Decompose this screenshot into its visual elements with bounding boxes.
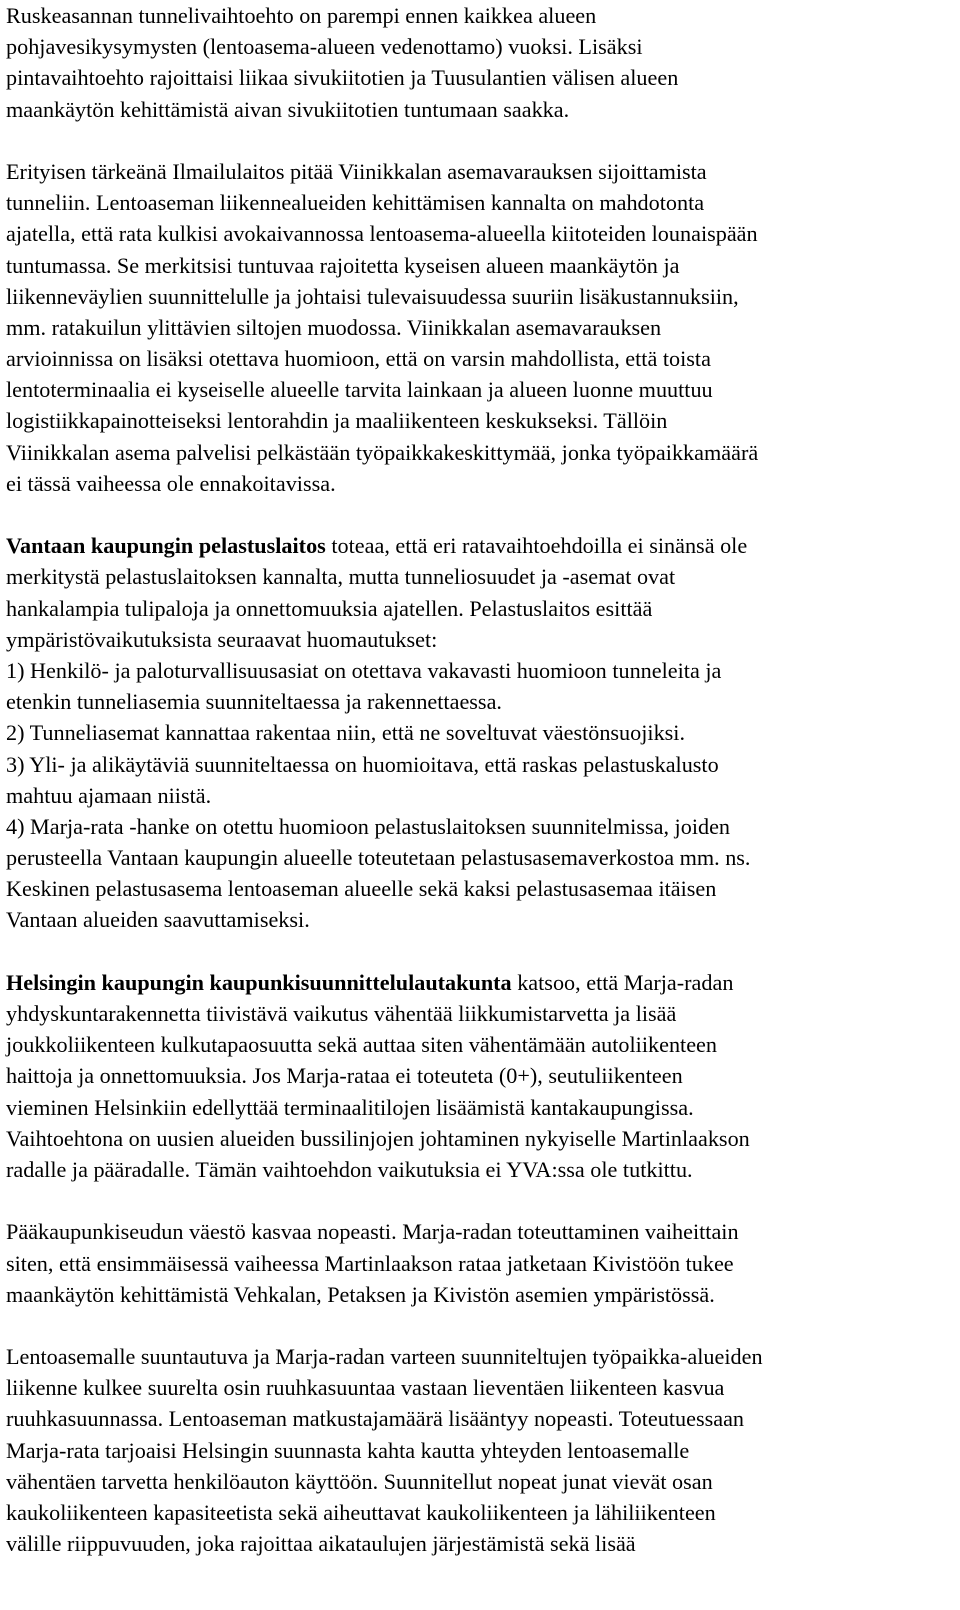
paragraph-5 (6, 1216, 951, 1310)
text-line: Viinikkalan asema palvelisi pelkästään työpaikkakeskittymää, jonka työpaikkamäärä (6, 439, 759, 465)
text-line: hankalampia tulipaloja ja onnettomuuksia ajatellen. Pelastuslaitos esittää (6, 595, 653, 621)
text-line: haittoja ja onnettomuuksia. Jos Marja-rataa ei toteuteta (0+), seutuliikenteen (6, 1063, 683, 1089)
text-line: välille riippuvuuden, joka rajoittaa aikataulujen järjestämistä sekä lisää (6, 1531, 636, 1557)
text-line: yhdyskuntarakennetta tiivistävä vaikutus vähentää liikkumistarvetta ja lisää (6, 1001, 677, 1026)
organization-name: Vantaan kaupungin pelastuslaitos (6, 533, 326, 559)
paragraph-spacer (6, 1310, 951, 1341)
text-line (6, 967, 951, 998)
text-line: ajatella, että rata kulkisi avokaivannossa lentoasema-alueella kiitoteiden lounaispään (6, 221, 758, 247)
text-line: arvioinnissa on lisäksi otettava huomioon, että on varsin mahdollista, että toista (6, 346, 711, 372)
text-line (6, 530, 951, 561)
text-line: lentoterminaalia ei kyseiselle alueelle tarvita lainkaan ja alueen luonne muuttuu (6, 377, 713, 403)
text-line: Keskinen pelastusasema lentoaseman alueelle sekä kaksi pelastusasemaa itäisen (6, 876, 717, 902)
text-line: logistiikkapainotteiseksi lentorahdin ja maaliikenteen keskukseksi. Tällöin (6, 408, 668, 434)
text-line: Marja-rata tarjoaisi Helsingin suunnasta kahta kautta yhteyden lentoasemalle (6, 1437, 690, 1463)
text-line: liikenneväylien suunnittelulle ja johtaisi tulevaisuudessa suuriin lisäkustannuksiin, (6, 283, 739, 309)
text-line: Vantaan alueiden saavuttamiseksi. (6, 907, 310, 933)
text-line: Vaihtoehtona on uusien alueiden bussilinjojen johtaminen nykyiselle Martinlaakson (6, 1125, 750, 1151)
paragraph-spacer (6, 936, 951, 967)
text-line: 2) Tunneliasemat kannattaa rakentaa niin, että ne soveltuvat väestönsuojiksi. (6, 720, 686, 746)
text-line: etenkin tunneliasemia suunniteltaessa ja rakennettaessa. (6, 689, 502, 715)
text-line: mm. ratakuilun ylittävien siltojen muodossa. Viinikkalan asemavarauksen (6, 314, 662, 340)
paragraph-4 (6, 967, 951, 1185)
text-line: Pääkaupunkiseudun väestö kasvaa nopeasti. Marja-radan toteuttaminen vaiheittain (6, 1219, 739, 1245)
text-line: vähentäen tarvetta henkilöauton käyttöön. Suunnitellut nopeat junat vievät osan (6, 1468, 713, 1494)
paragraph-6 (6, 1341, 951, 1559)
paragraph-spacer (6, 499, 951, 530)
text-line: ympäristövaikutuksista seuraavat huomautukset: (6, 626, 438, 652)
text-line: ruuhkasuunnassa. Lentoaseman matkustajamäärä lisääntyy nopeasti. Toteutuessaan (6, 1406, 745, 1432)
text-line: radalle ja pääradalle. Tämän vaihtoehdon vaikutuksia ei YVA:ssa ole tutkittu. (6, 1156, 693, 1182)
paragraph-1 (6, 0, 951, 125)
text-line: Ruskeasannan tunnelivaihtoehto on parempi ennen kaikkea alueen (6, 3, 597, 28)
text-line: tunneliin. Lentoaseman liikennealueiden kehittämisen kannalta on mahdotonta (6, 190, 705, 216)
organization-name: Helsingin kaupungin kaupunkisuunnittelulautakunta (6, 969, 512, 995)
text-line: Erityisen tärkeänä Ilmailulaitos pitää Viinikkalan asemavarauksen sijoittamista (6, 158, 707, 184)
text-line: maankäytön kehittämistä Vehkalan, Petaksen ja Kivistön asemien ympäristössä. (6, 1281, 715, 1307)
text-line: kaukoliikenteen kapasiteetista sekä aiheuttavat kaukoliikenteen ja lähiliikenteen (6, 1500, 716, 1525)
text-line: pintavaihtoehto rajoittaisi liikaa sivukiitotien ja Tuusulantien välisen alueen (6, 65, 679, 91)
text-span: toteaa, että eri ratavaihtoehdoilla ei sinänsä ole (325, 533, 748, 559)
text-line: 1) Henkilö- ja paloturvallisuusasiat on otettava vakavasti huomioon tunneleita ja (6, 657, 722, 683)
text-line: maankäytön kehittämistä aivan sivukiitotien tuntumaan saakka. (6, 96, 570, 122)
paragraph-3 (6, 530, 951, 935)
paragraph-spacer (6, 1185, 951, 1216)
text-line: siten, että ensimmäisessä vaiheessa Martinlaakson rataa jatketaan Kivistöön tukee (6, 1250, 734, 1276)
document-page (6, 0, 951, 1559)
text-line: Lentoasemalle suuntautuva ja Marja-radan varteen suunniteltujen työpaikka-alueiden (6, 1344, 763, 1370)
text-line: tuntumassa. Se merkitsisi tuntuvaa rajoitetta kyseisen alueen maankäytön ja (6, 252, 680, 278)
text-line: merkitystä pelastuslaitoksen kannalta, mutta tunneliosuudet ja -asemat ovat (6, 564, 676, 590)
text-line: 4) Marja-rata -hanke on otettu huomioon pelastuslaitoksen suunnitelmissa, joiden (6, 813, 731, 839)
paragraph-2 (6, 156, 951, 499)
text-line: joukkoliikenteen kulkutapaosuutta sekä auttaa siten vähentämään autoliikenteen (6, 1032, 717, 1058)
paragraph-spacer (6, 125, 951, 156)
text-line: mahtuu ajamaan niistä. (6, 782, 212, 808)
text-line: pohjavesikysymysten (lentoasema-alueen vedenottamo) vuoksi. Lisäksi (6, 34, 643, 60)
text-line: vieminen Helsinkiin edellyttää terminaalitilojen lisäämistä kantakaupungissa. (6, 1094, 694, 1120)
text-line: ei tässä vaiheessa ole ennakoitavissa. (6, 470, 336, 496)
text-line: perusteella Vantaan kaupungin alueelle toteutetaan pelastusasemaverkostoa mm. ns. (6, 845, 751, 871)
text-span: katsoo, että Marja-radan (511, 969, 734, 995)
text-line: liikenne kulkee suurelta osin ruuhkasuuntaa vastaan lieventäen liikenteen kasvua (6, 1375, 725, 1401)
text-line: 3) Yli- ja alikäytäviä suunniteltaessa on huomioitava, että raskas pelastuskalusto (6, 751, 719, 777)
